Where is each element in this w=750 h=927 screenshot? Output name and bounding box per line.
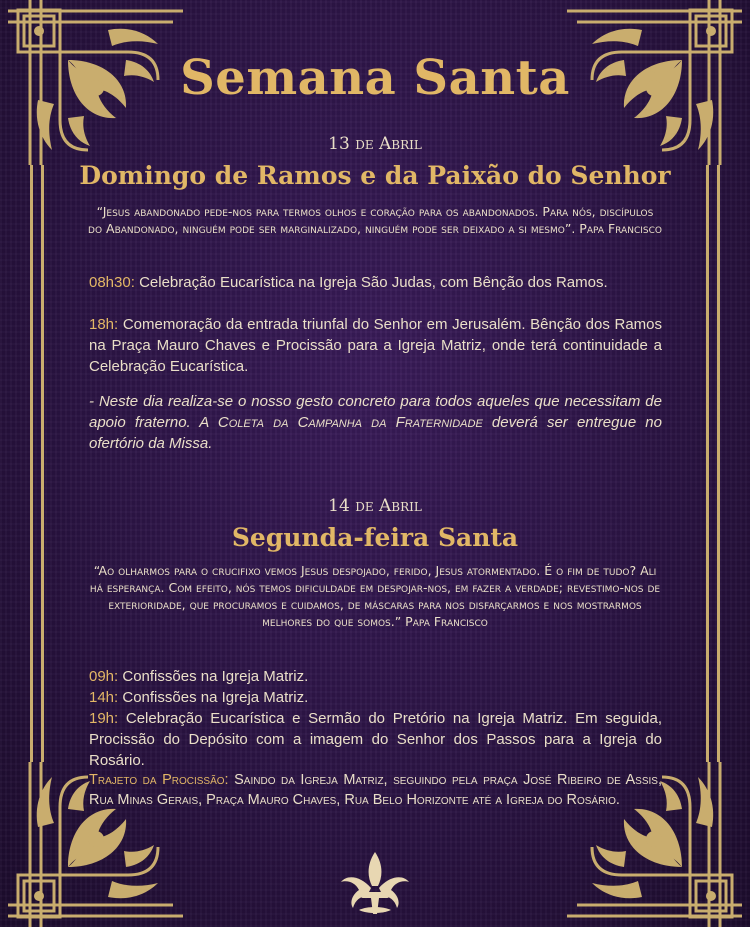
border-line-right-inner xyxy=(706,165,709,762)
event-time: 19h: xyxy=(89,710,119,727)
note-text: - Neste dia realiza-se o nosso gesto concreto para todos aqueles que necessitam de apoio fraterno. A xyxy=(89,393,662,431)
day1-event xyxy=(89,272,662,293)
event-time: 18h: xyxy=(89,316,119,333)
border-line-right-outer xyxy=(717,165,720,762)
event-time: 08h30: xyxy=(89,274,135,291)
day2-date: 14 de Abril xyxy=(328,496,422,516)
day1-event xyxy=(89,314,662,377)
event-text: Confissões na Igreja Matriz. xyxy=(122,668,309,685)
day2-event xyxy=(89,666,662,687)
day2-heading: Segunda-feira Santa xyxy=(231,523,519,552)
border-line-left-outer xyxy=(30,165,33,762)
day2-event xyxy=(89,708,662,771)
event-text: Celebração Eucarística na Igreja São Judas, com Bênção dos Ramos. xyxy=(139,274,608,291)
page-title: Semana Santa xyxy=(180,50,570,106)
event-text: Confissões na Igreja Matriz. xyxy=(122,689,309,706)
note-emphasis: Coleta da Campanha da Fraternidade xyxy=(217,414,483,431)
event-text: Comemoração da entrada triunfal do Senhor em Jerusalém. Bênção dos Ramos na Praça Mauro Chaves e Procissão para a Igreja Matriz, onde terá continuidade a Celebração Eucarística. xyxy=(89,316,662,375)
day1-heading: Domingo de Ramos e da Paixão do Senhor xyxy=(79,161,671,190)
day1-quote: “Jesus abandonado pede-nos para termos olhos e coração para os abandonados. Para nós, discípulos do Abandonado, ninguém pode ser marginalizado, ninguém pode ser deixado a si mesmo”. Papa Francisco xyxy=(88,204,662,236)
day2-route xyxy=(89,770,662,810)
fleur-de-lis-icon xyxy=(337,850,413,918)
day2-event xyxy=(89,687,662,708)
day1-date: 13 de Abril xyxy=(328,134,422,154)
route-label: Trajeto da Procissão: xyxy=(89,772,229,788)
route-text: Saindo da Igreja Matriz, seguindo pela praça José Ribeiro de Assis, Rua Minas Gerais, Praça Mauro Chaves, Rua Belo Horizonte até a Igreja do Rosário. xyxy=(89,772,663,808)
day2-quote: “Ao olharmos para o crucifixo vemos Jesus despojado, ferido, Jesus atormentado. É o fim de tudo? Ali há esperança. Com efeito, nós temos dificuldade em despojar-nos, em fazer a verdade; revestimo-nos de exterioridade, que procuramos e cuidamos, de máscaras para nos disfarçarmos e nos mostrarmos melhores do que somos.” Papa Francisco xyxy=(89,563,661,629)
note-text-end: deverá ser entregue no ofertório da Missa. xyxy=(89,414,662,452)
event-time: 14h: xyxy=(89,689,119,706)
event-text: Celebração Eucarística e Sermão do Pretório na Igreja Matriz. Em seguida, Procissão do Depósito com a imagem do Senhor dos Passos para a Igreja do Rosário. xyxy=(89,710,662,769)
event-time: 09h: xyxy=(89,668,119,685)
border-line-left-inner xyxy=(41,165,44,762)
day1-note xyxy=(89,391,662,454)
